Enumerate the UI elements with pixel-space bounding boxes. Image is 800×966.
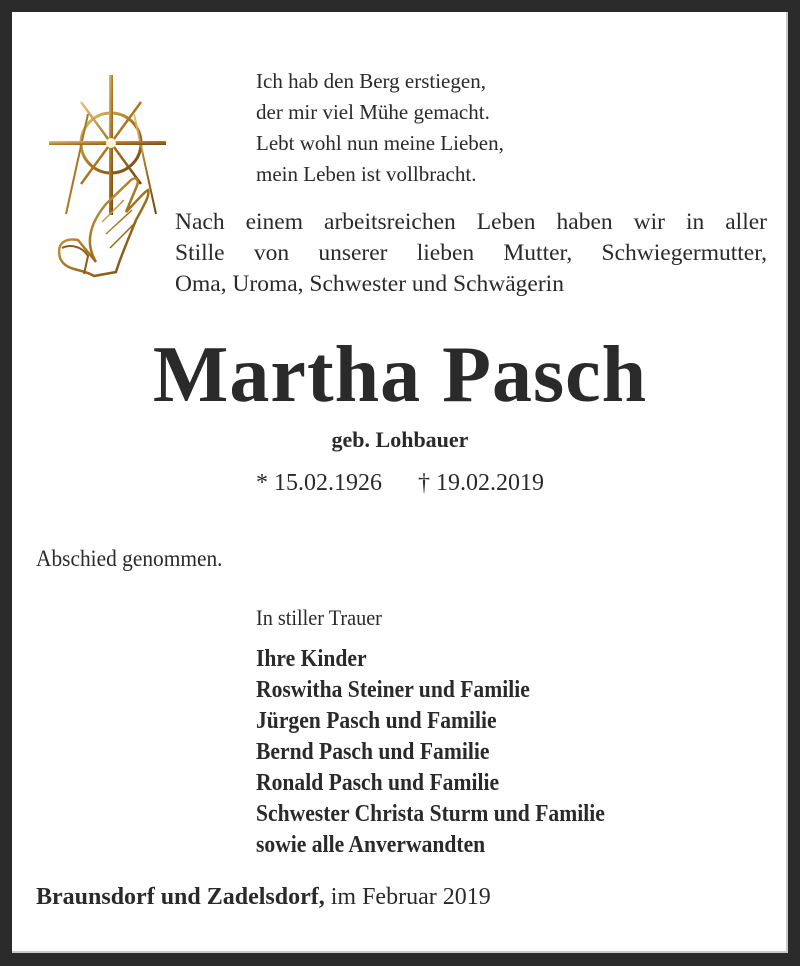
mourning-heading: In stiller Trauer (256, 605, 382, 630)
farewell-text: Abschied genommen. (36, 546, 223, 571)
obituary-card (12, 12, 788, 953)
mourner-line: Ihre Kinder (256, 646, 367, 672)
mourner-line: Bernd Pasch und Familie (256, 739, 490, 765)
life-dates (12, 470, 788, 497)
death-date: † 19.02.2019 (418, 470, 544, 496)
poem-line: Ich hab den Berg erstiegen, (256, 69, 486, 93)
mourner-line: Schwester Christa Sturm und Familie (256, 801, 605, 827)
mourner-line: Jürgen Pasch und Familie (256, 708, 497, 734)
place-date (36, 884, 491, 911)
intro-line: Oma, Uroma, Schwester und Schwägerin (175, 271, 564, 297)
mourner-line: Roswitha Steiner und Familie (256, 677, 530, 703)
intro-text (175, 207, 767, 300)
deceased-name: Martha Pasch (152, 331, 648, 419)
intro-line: Stille von unserer lieben Mutter, Schwiegermutter, (175, 240, 767, 266)
poem-line: der mir viel Mühe gemacht. (256, 100, 490, 124)
mourner-line: Ronald Pasch und Familie (256, 770, 500, 796)
intro-line: Nach einem arbeitsreichen Leben haben wir in aller (175, 209, 767, 235)
place: Braunsdorf und Zadelsdorf, (36, 884, 325, 910)
date: im Februar 2019 (324, 884, 491, 910)
poem-line: mein Leben ist vollbracht. (256, 162, 477, 186)
mourner-line: sowie alle Anverwandten (256, 832, 486, 858)
poem (256, 66, 504, 190)
cross-with-praying-hands-icon (36, 62, 166, 282)
maiden-name: geb. Lohbauer (331, 427, 469, 452)
mourners-list (256, 644, 605, 861)
poem-line: Lebt wohl nun meine Lieben, (256, 131, 504, 155)
birth-date: * 15.02.1926 (256, 470, 382, 496)
